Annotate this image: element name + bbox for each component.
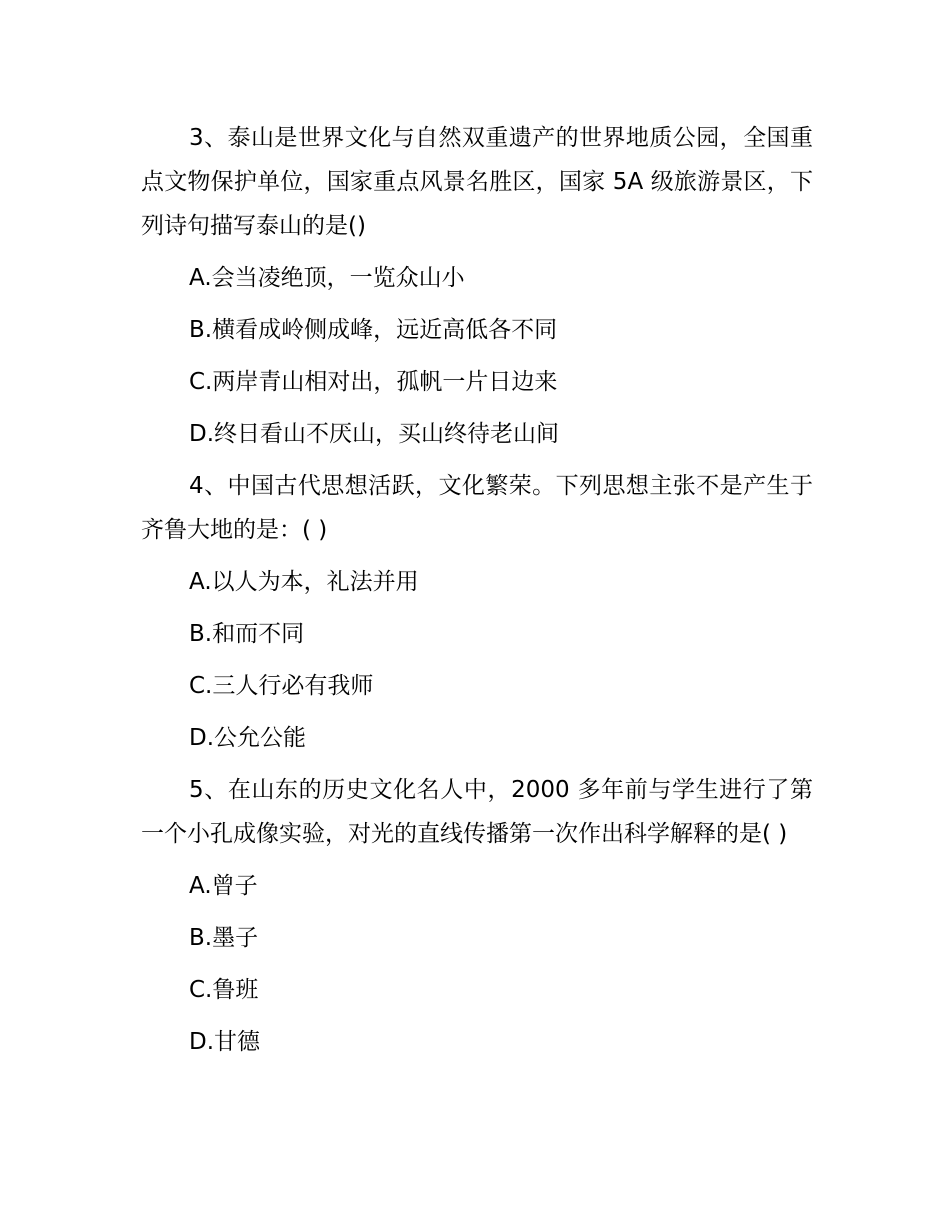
question-4-option-b: B.和而不同 (189, 621, 305, 647)
question-5-option-c: C.鲁班 (189, 977, 259, 1003)
question-4-option-a: A.以人为本，礼法并用 (189, 569, 419, 595)
question-3-option-a: A.会当凌绝顶，一览众山小 (189, 265, 465, 291)
question-3-option-d: D.终日看山不厌山，买山终待老山间 (189, 421, 560, 447)
question-4-option-c: C.三人行必有我师 (189, 673, 374, 699)
question-4-option-d: D.公允公能 (189, 725, 307, 751)
question-list (141, 116, 813, 1072)
question-3-option-c: C.两岸青山相对出，孤帆一片日边来 (189, 369, 558, 395)
question-5-option-d: D.甘德 (189, 1029, 261, 1055)
question-3-text: 3、泰山是世界文化与自然双重遗产的世界地质公园，全国重点文物保护单位，国家重点风景名胜区，国家 5A 级旅游景区，下列诗句描写泰山的是() (141, 125, 813, 239)
question-4-text: 4、中国古代思想活跃，文化繁荣。下列思想主张不是产生于齐鲁大地的是：( ) (141, 473, 813, 543)
question-5-option-a: A.曾子 (189, 873, 258, 899)
question-5-option-b: B.墨子 (189, 925, 259, 951)
question-5-text: 5、在山东的历史文化名人中，2000 多年前与学生进行了第一个小孔成像实验，对光的直线传播第一次作出科学解释的是( ) (141, 777, 813, 847)
question-3-option-b: B.横看成岭侧成峰，远近高低各不同 (189, 317, 558, 343)
